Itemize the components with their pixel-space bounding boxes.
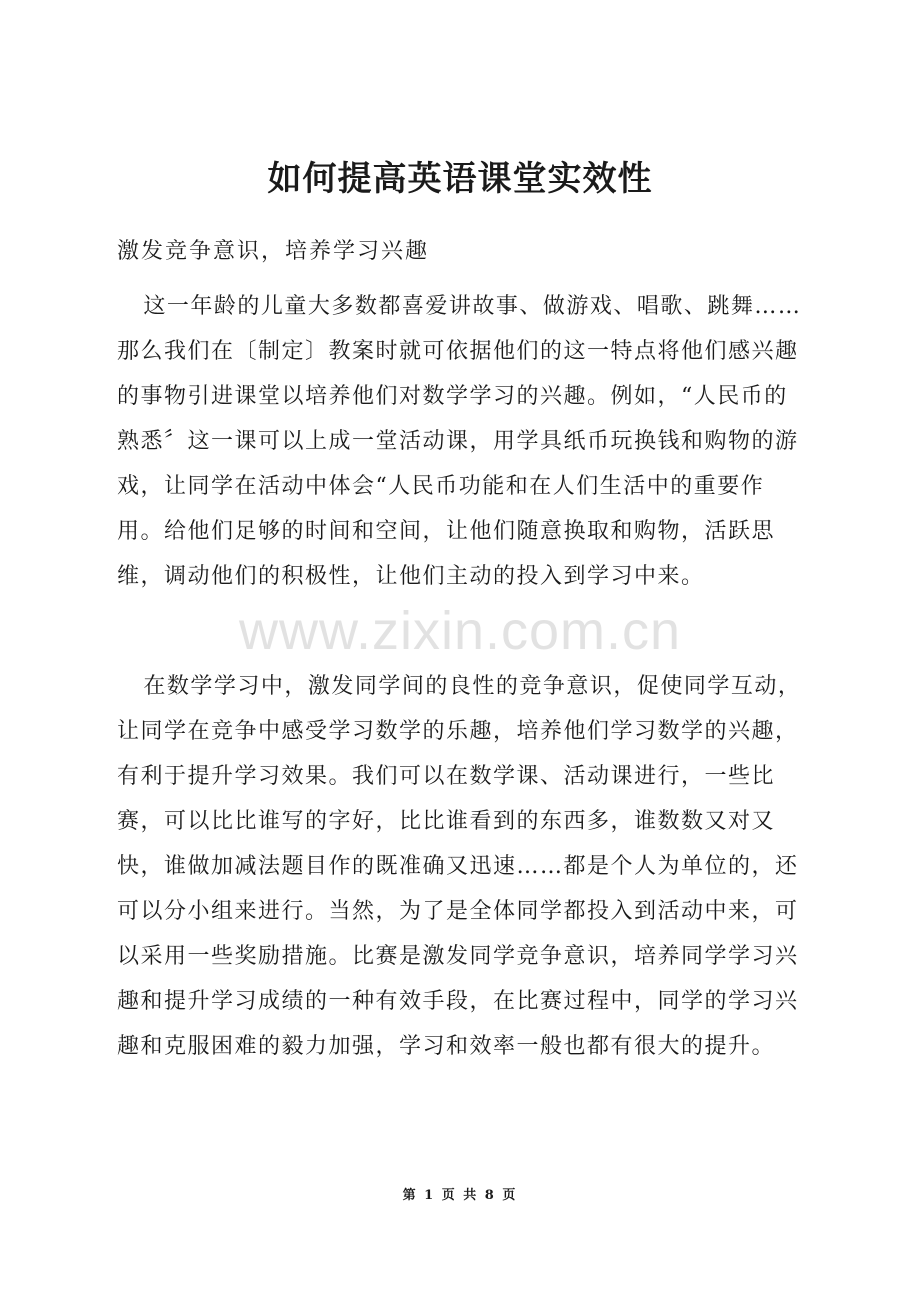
paragraph: 这一年龄的儿童大多数都喜爱讲故事、做游戏、唱歌、跳舞……那么我们在〔制定〕教案时就可依据他们的这一特点将他们感兴趣的事物引进课堂以培养他们对数学学习的兴趣。例如，“人民币的熟悉〞这一课可以上成一堂活动课，用学具纸币玩换钱和购物的游戏，让同学在活动中体会“人民币功能和在人们生活中的重要作用。给他们足够的时间和空间，让他们随意换取和购物，活跃思维，调动他们的积极性，让他们主动的投入到学习中来。	[117, 294, 802, 589]
page-number-footer: 第 1 页 共 8 页	[402, 1188, 518, 1203]
page-title: 如何提高英语课堂实效性	[267, 158, 653, 199]
paragraph: 在数学学习中，激发同学间的良性的竞争意识，促使同学互动，让同学在竞争中感受学习数学的乐趣，培养他们学习数学的兴趣，有利于提升学习效果。我们可以在数学课、活动课进行，一些比赛，可以比比谁写的字好，比比谁看到的东西多，谁数数又对又快，谁做加减法题目作的既准确又迅速……都是个人为单位的，还可以分小组来进行。当然，为了是全体同学都投入到活动中来，可以采用一些奖励措施。比赛是激发同学竞争意识，培养同学学习兴趣和提升学习成绩的一种有效手段，在比赛过程中，同学的学习兴趣和克服困难的毅力加强，学习和效率一般也都有很大的提升。	[117, 674, 802, 1059]
section-heading: 激发竞争意识，培养学习兴趣	[117, 239, 430, 264]
watermark: www.zixin.com.cn	[238, 601, 682, 661]
